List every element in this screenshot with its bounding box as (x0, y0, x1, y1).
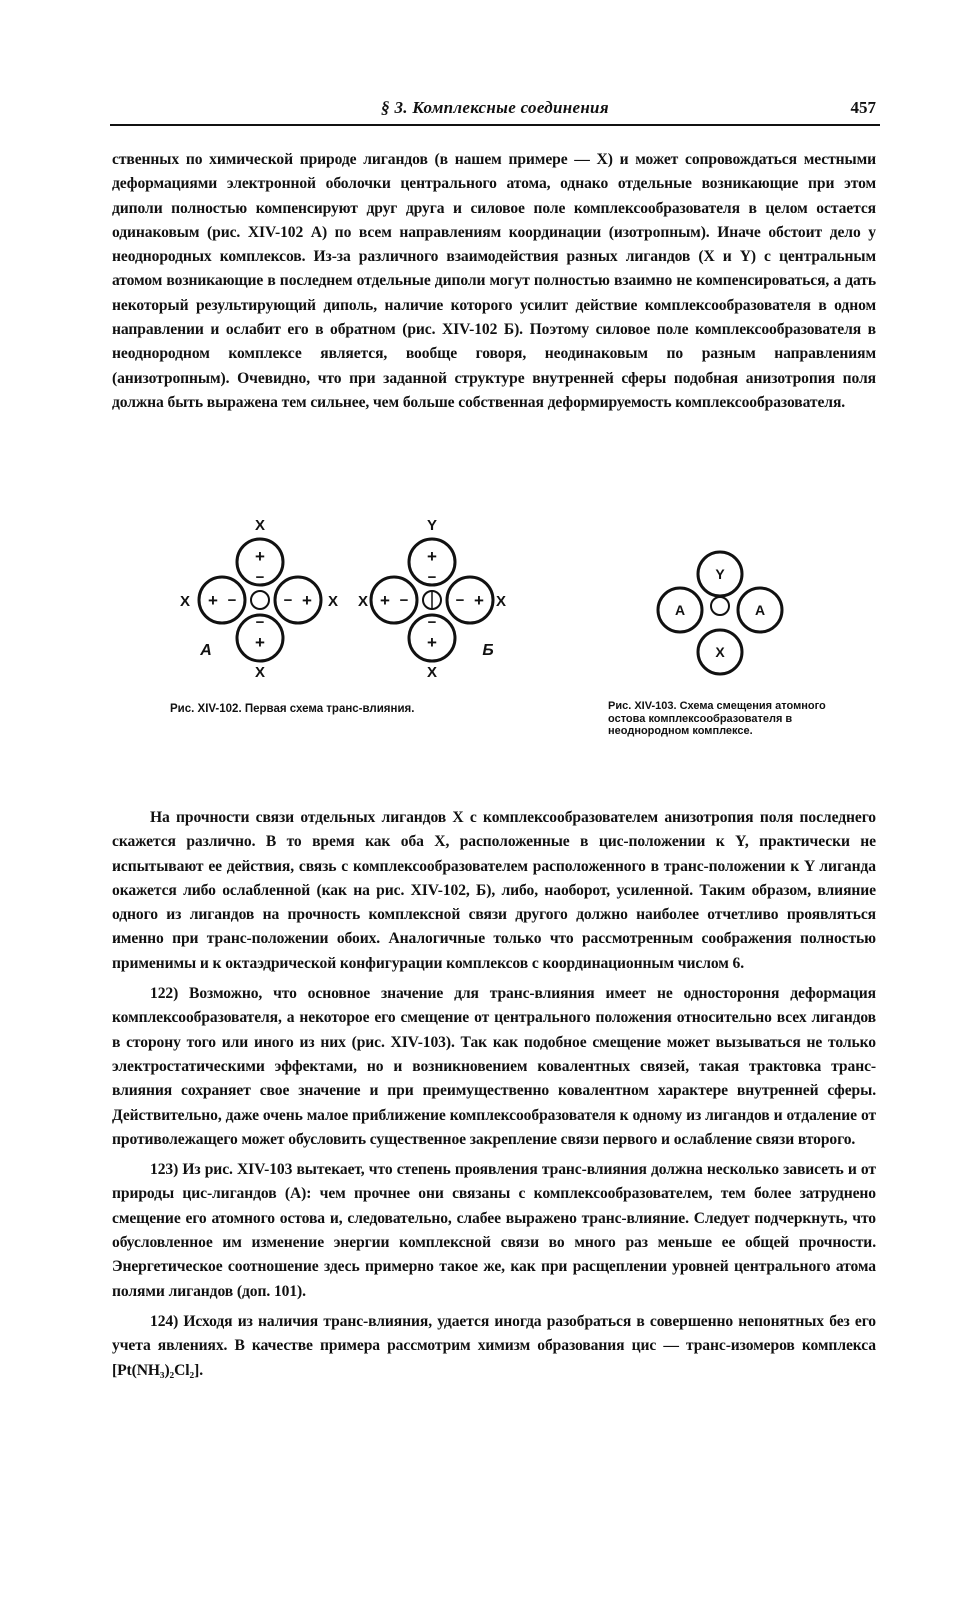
charge-plus-top-b: + (427, 547, 437, 566)
label-left-b: X (357, 593, 369, 610)
label-bottom-a: X (254, 664, 266, 681)
charge-minus-bottom-a: − (255, 614, 265, 631)
figure-103-caption: Рис. XIV-103. Схема смещения атомного остова комплексообразователя в неоднородном комплексе. (608, 700, 826, 737)
intro-text-block (112, 148, 876, 415)
charge-minus-top-b: − (427, 569, 437, 586)
paragraph-123: 123) Из рис. XIV-103 вытекает, что степень проявления транс-влияния должна несколько зависеть и от природы цис-лигандов (А): чем прочнее они связаны с комплексообразователем, тем более затруднено смещение его атомного остова и, следовательно, слабее выражено транс-влияние. Следует подчеркнуть, что обусловленное им изменение энергии комплексной связи во много раз меньше ее общей прочности. Энергетическое соотношение здесь примерно такое же, как при расщеплении уровней центрального атома полями лигандов (доп. 101). (112, 1161, 876, 1300)
charge-plus-left-a: + (208, 591, 218, 610)
figure-102-caption: Рис. XIV-102. Первая схема транс-влияния. (170, 703, 415, 715)
charge-minus-top-a: − (255, 569, 265, 586)
charge-plus-left-b: + (380, 591, 390, 610)
figure-xiv-102 (170, 510, 540, 685)
central-atom-a (251, 591, 269, 609)
running-header (110, 98, 880, 126)
page-number: 457 (850, 98, 876, 117)
paragraph-122: 122) Возможно, что основное значение для транс-влияния имеет не одностороння деформация комплексообразователя, а некоторое его смещение от центрального положения относительно всех лигандов в сторону того или иного из них (рис. XIV-103). Так как подобное смещение может вызываться не только электростатическими эффектами, но и возникновением ковалентных связей, такая трактовка транс-влияния сохраняет свое значение и при преимущественно ковалентном характере внутренней сферы. Действительно, даже очень малое приближение комплексообразователя к одному из лигандов и отдаление от противолежащего может обусловить существенное закрепление связи первого и ослабление связи второго. (112, 985, 876, 1148)
label-a-right: A (754, 602, 766, 618)
section-title: § 3. Комплексные соединения (381, 98, 609, 117)
charge-minus-right-b: − (455, 592, 465, 609)
charge-minus-bottom-b: − (427, 614, 437, 631)
label-x: X (715, 644, 725, 660)
label-top-b: Y (426, 517, 438, 534)
ligand-left-a (199, 577, 245, 623)
charge-plus-right-a: + (302, 591, 312, 610)
charge-minus-right-a: − (283, 592, 293, 609)
panel-label-b: Б (482, 642, 494, 659)
charge-plus-bottom-a: + (255, 633, 265, 652)
charge-minus-left-a: − (227, 592, 237, 609)
panel-label-a: А (200, 642, 212, 659)
paragraph-124: 124) Исходя из наличия транс-влияния, удается иногда разобраться в совершенно непонятных без его учета явлениях. В качестве примера рассмотрим химизм образования цис — транс-изомеров комплекса [Pt(NH₃)₂Cl₂]. (112, 1312, 876, 1379)
ligand-left-b (371, 577, 417, 623)
ligand-right-a (275, 577, 321, 623)
intro-paragraph: ственных по химической природе лигандов (в нашем примере — X) и может сопровождаться местными деформациями электронной оболочки центрального атома, однако отдельные возникающие при этом диполи полностью компенсируют друг друга и силовое поле комплексообразователя в целом остается одинаковым (рис. XIV-102 А) по всем направлениям координации (изотропным). Иначе обстоит дело у неоднородных комплексов. Из-за различного взаимодействия разных лигандов (X и Y) с центральным атомом возникающие в последнем отдельные диполи могут полностью взаимно не компенсироваться, а дать некоторый результирующий диполь, наличие которого усилит действие комплексообразователя в одном направлении и ослабит его в обратном (рис. XIV-102 Б). Поэтому силовое поле комплексообразователя в неоднородном комплексе является, вообще говоря, неодинаковым по разным направлениям (анизотропным). Очевидно, что при заданной структуре внутренней сферы подобная анизотропия поля должна быть выражена тем сильнее, чем больше собственная деформируемость комплексообразователя. (112, 151, 876, 411)
paragraph-anisotropy: На прочности связи отдельных лигандов X с комплексообразователем анизотропия поля последнего скажется различно. В то время как оба X, расположенные в цис-положении к Y, практически не испытывают ее действия, связь с комплексообразователем расположенного в транс-положении к Y лиганда окажется либо ослабленной (как на рис. XIV-102, Б), либо, наоборот, усиленной. Таким образом, влияние одного из лигандов на прочность комплексной связи другого должно наиболее отчетливо проявляться именно при транс-положении обоих. Аналогичные только что рассмотренным соображения полностью применимы и к октаэдрической конфигурации комплексов с координационным числом 6. (112, 809, 876, 972)
charge-plus-right-b: + (474, 591, 484, 610)
label-right-b: X (495, 593, 507, 610)
charge-plus-top-a: + (255, 547, 265, 566)
main-text-block (112, 800, 876, 1383)
central-atom-shifted (711, 597, 729, 615)
figure-xiv-103 (650, 548, 790, 688)
label-bottom-b: X (426, 664, 438, 681)
charge-minus-left-b: − (399, 592, 409, 609)
label-y: Y (715, 566, 725, 582)
label-a-left: A (674, 602, 686, 618)
label-top-a: X (254, 517, 266, 534)
label-right-a: X (327, 593, 339, 610)
ligand-right-b (447, 577, 493, 623)
charge-plus-bottom-b: + (427, 633, 437, 652)
label-left-a: X (179, 593, 191, 610)
